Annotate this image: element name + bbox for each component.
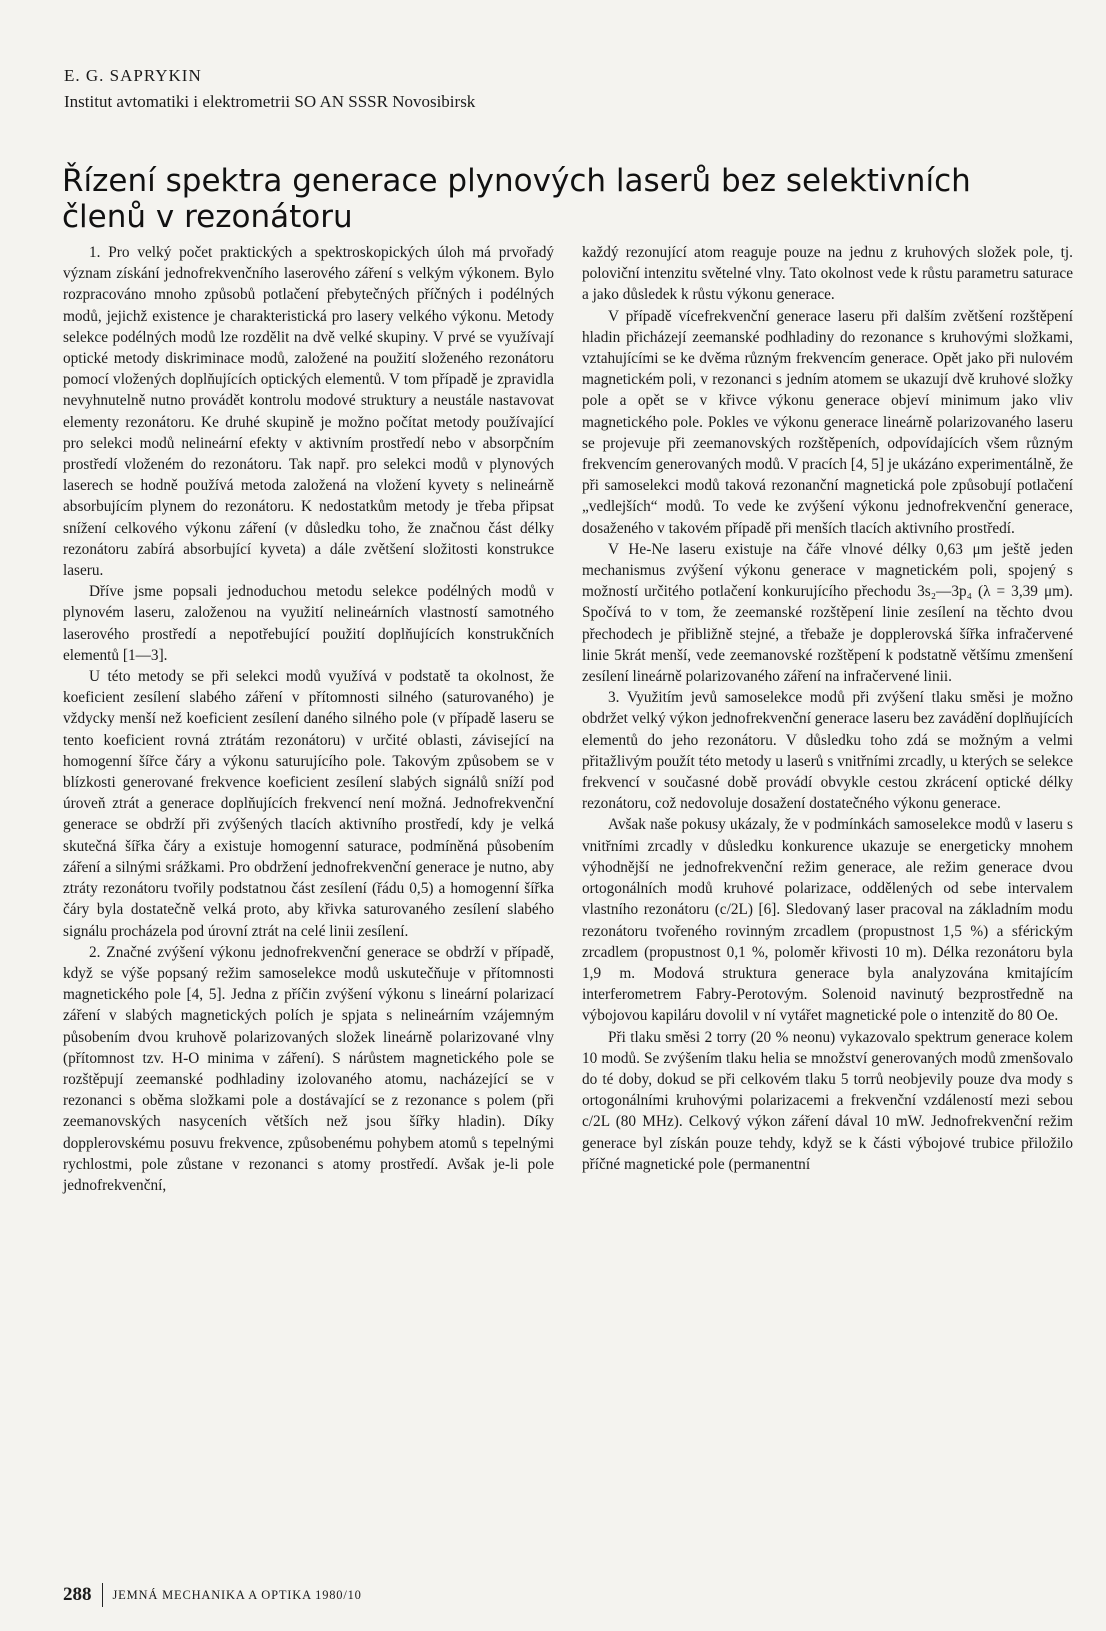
paragraph: V případě vícefrekvenční generace laseru při dalším zvětšení rozštěpení hladin přicházejí zeemanské podhladiny do rezonance s kruhovými složkami, vztahujícími se ke dvěma různým frekvencím generace. Opět jako při nulovém magnetickém poli, v rezonanci s jedním atomem se ukazují dvě kruhové složky pole a opět se v křivce výkonu generace objeví minimum jako vliv magnetického pole. Pokles ve výkonu generace lineárně polarizovaného laseru se projevuje při zeemanovských rozštěpeních, odpovídajících všem různým frekvencím generovaných modů. V pracích [4, 5] je ukázáno experimentálně, že při samoselekci modů taková rezonanční magnetická pole způsobují potlačení „vedlejších“ modů. To vede ke zvýšení výkonu jednofrekvenční generace, dosaženého v takovém případě při menších tlacích aktivního prostředí.	[582, 307, 1073, 537]
paragraph: 2. Značné zvýšení výkonu jednofrekvenční generace se obdrží v případě, když se výše popsaný režim samoselekce modů uskutečňuje v přítomnosti magnetického pole [4, 5]. Jedna z příčin zvýšení výkonu s lineární polarizací záření v slabých magnetických polích je spjata s nelineárním vzájemným působením dvou kruhově polarizovaných složek lineárně polarizované vlny (přítomnost tzv. H-O minima v záření). S nárůstem magnetického pole se rozštěpují zeemanské podhladiny izolovaného atomu, nacházející se v rezonanci s oběma složkami pole a dostávající se z rezonance s polem (při zeemanovských nasyceních větších než jsou šířky hladin). Díky dopplerovskému posuvu frekvence, způsobenému pohybem atomů s tepelnými rychlostmi, pole zůstane v rezonanci s atomy prostředí. Avšak je-li pole jednofrekvenční,	[63, 943, 554, 1194]
paragraph: každý rezonující atom reaguje pouze na jednu z kruhových složek pole, tj. poloviční intenzitu světelné vlny. Tato okolnost vede k růstu parametru saturace a jako důsledek k růstu výkonu generace.	[582, 244, 1073, 304]
paragraph: Při tlaku směsi 2 torry (20 % neonu) vykazovalo spektrum generace kolem 10 modů. Se zvýšením tlaku helia se množství generovaných modů zmenšovalo do té doby, dokud se při celkovém tlaku 5 torrů neobjevily pouze dva mody s ortogonálními kruhovými polarizacemi a frekvenční vzdáleností mezi sebou c/2L (80 MHz). Celkový výkon záření dával 10 mW. Jednofrekvenční režim generace byl získán pouze tehdy, když se k části výbojové trubice přiložilo příčné magnetické pole (permanentní	[582, 1028, 1073, 1173]
left-column	[63, 242, 554, 1196]
right-column	[582, 242, 1073, 1175]
paragraph: Avšak naše pokusy ukázaly, že v podmínkách samoselekce modů v laseru s vnitřními zrcadly v důsledku konkurence ukazuje se energeticky mnohem výhodnější ne jednofrekvenční režim generace, ale režim generace dvou ortogonálních modů kruhové polarizace, oddělených od sebe intervalem vlastního rezonátoru (c/2L) [6]. Sledovaný laser pracoval na základním modu rezonátoru tvořeného rovinným zrcadlem (propustnost 1,5 %) a sférickým zrcadlem (propustnost 0,1 %, poloměr křivosti 10 m). Délka rezonátoru byla 1,9 m. Modová struktura generace byla analyzována kmitajícím interferometrem Fabry-Perotovým. Solenoid navinutý bezprostředně na výbojovou kapiláru dovolil v ní vytářet magnetické pole o intenzitě do 80 Oe.	[582, 816, 1073, 1025]
paragraph: Dříve jsme popsali jednoduchou metodu selekce podélných modů v plynovém laseru, založenou na využití nelineárních vlastností samotného laserového prostředí a nepotřebující použití doplňujících konstrukčních elementů [1—3].	[63, 583, 554, 664]
footer-divider	[102, 1583, 103, 1607]
author-affiliation: Institut avtomatiki i elektrometrii SO AN SSSR Novosibirsk	[64, 92, 476, 111]
paragraph: 3. Využitím jevů samoselekce modů při zvýšení tlaku směsi je možno obdržet velký výkon jednofrekvenční generace laseru bez zavádění doplňujících elementů do jeho rezonátoru. V důsledku toho zdá se možným a velmi přitažlivým použít této metody u laserů s vnitřními zrcadly, u kterých se selekce frekvencí v současné době provádí obvykle cestou zkrácení optické délky rezonátoru, což nedovoluje dosažení dostatečného výkonu generace.	[582, 689, 1073, 813]
author-name: E. G. SAPRYKIN	[64, 66, 202, 85]
article-title: Řízení spektra generace plynových laserů bez selektivních členů v rezonátoru	[62, 162, 971, 235]
page-number: 288	[63, 1584, 92, 1605]
paragraph: U této metody se při selekci modů využívá v podstatě ta okolnost, že koeficient zesílení slabého záření v přítomnosti silného (saturovaného) je vždycky menší než koeficient zesílení daného silného pole (v případě laseru se tento koeficient rovná ztrátám rezonátoru) v určité oblasti, závisející na homogenní šířce čáry a výkonu saturujícího pole. Takovým způsobem se v blízkosti generované frekvence koeficient zesílení slabých signálů sníží pod úroveň ztrát a generace doplňujících frekvencí není možná. Jednofrekvenční generace se obdrží při zvýšených tlacích aktivního prostředí, kdy je velká skutečná šířka čáry a existuje homogenní saturace, podmíněná působením záření a silnými srážkami. Pro obdržení jednofrekvenční generace je nutno, aby ztráty rezonátoru tvořily podstatnou část zesílení (řádu 0,5) a homogenní šířka čáry byla dostatečně velká proto, aby křivka saturovaného zesílení slabého signálu procházela pod úrovní ztrát na celé linii zesílení.	[63, 668, 554, 940]
journal-name: JEMNÁ MECHANIKA A OPTIKA 1980/10	[112, 1587, 362, 1602]
page-footer	[63, 1583, 362, 1607]
paragraph: V He-Ne laseru existuje na čáře vlnové délky 0,63 μm ještě jeden mechanismus zvýšení výkonu generace v magnetickém poli, spojený s možností určitého potlačení konkurujícího přechodu 3s₂—3p₄ (λ = 3,39 μm). Spočívá to v tom, že zeemanské rozštěpení linie zesílení na těchto dvou přechodech je přibližně stejné, a třebaže je dopplerovská šířka infračervené linie 5krát menší, vede zeemanovské rozštěpení k podstatně většímu zmenšení zesílení lineárně polarizovaného záření na infračervené linii.	[582, 540, 1073, 686]
paragraph: 1. Pro velký počet praktických a spektroskopických úloh má prvořadý význam získání jednofrekvenčního laserového záření s velkým výkonem. Bylo rozpracováno mnoho způsobů potlačení přebytečných příčných i podélných modů, jejichž existence je charakteristická pro lasery velkého výkonu. Metody selekce podélných modů lze rozdělit na dvě velké skupiny. V prvé se využívají optické metody diskriminace modů, založené na použití složeného rezonátoru pomocí vložených doplňujících optických elementů. V tom případě je zpravidla nevyhnutelně nutno provádět kontrolu modové struktury a neustále nastavovat elementy rezonátoru. Ke druhé skupině je možno počítat metody používající pro selekci modů nelineární efekty v aktivním prostředí nebo v absorpčním prostředí vloženém do rezonátoru. Tak např. pro selekci modů v plynových laserech se hodně používá metoda založená na vložení kyvety s nelineárně absorbujícím plynem do rezonátoru. K nedostatkům metody je třeba připsat snížení celkového výkonu záření (v důsledku toho, že značnou část délky rezonátoru zabírá absorbující kyveta) a dále zvětšení složitosti konstrukce laseru.	[63, 244, 554, 580]
